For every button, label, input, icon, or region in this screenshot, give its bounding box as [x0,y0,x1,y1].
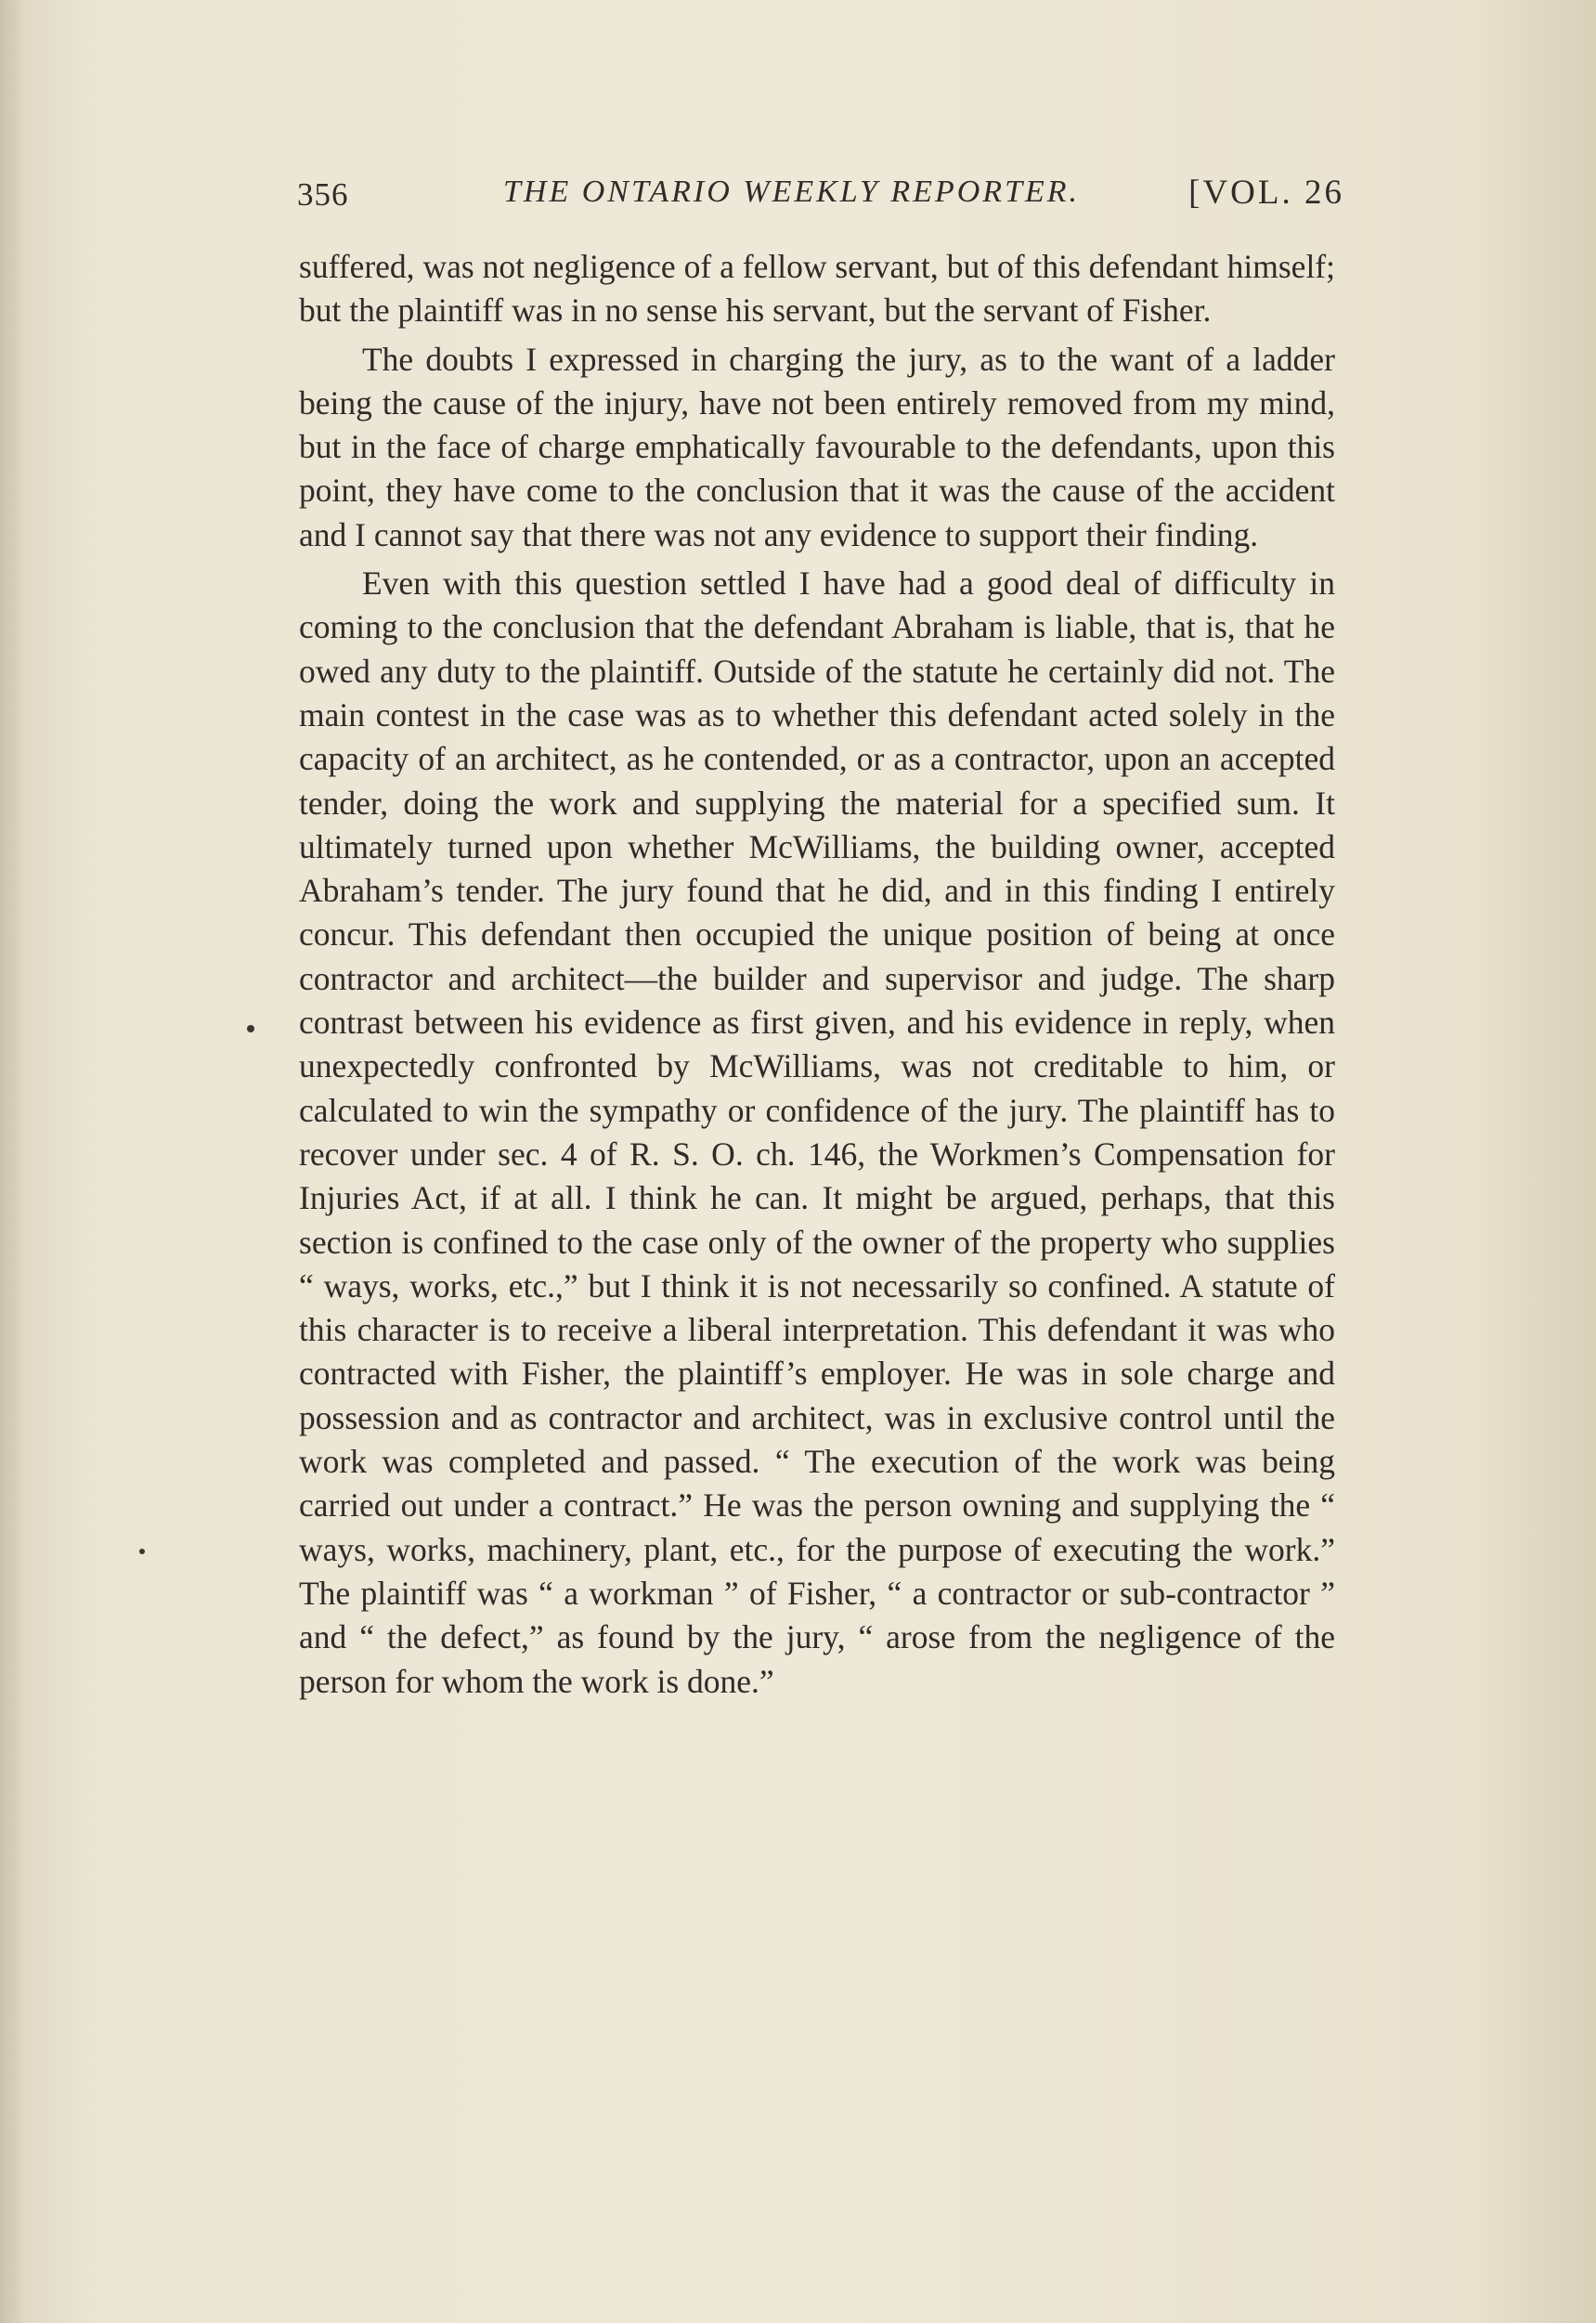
paragraph-3: Even with this question settled I have had a good deal of difficulty in coming to the conclusion that the defendant Abraham is liable, that is, that he owed any duty to the plaintiff. Outside of the statute he certainly did not. The main contest in the case was as to whether this defendant acted solely in the capacity of an architect, as he contended, or as a contractor, upon an accepted tender, doing the work and supplying the material for a specified sum. It ultimately turned upon whether McWilliams, the building owner, accepted Abraham’s tender. The jury found that he did, and in this finding I entirely concur. This defendant then occupied the unique position of being at once contractor and architect—the builder and supervisor and judge. The sharp contrast between his evidence as first given, and his evidence in reply, when unexpectedly confronted by McWilliams, was not creditable to him, or calculated to win the sympathy or confidence of the jury. The plaintiff has to recover under sec. 4 of R. S. O. ch. 146, the Workmen’s Compensation for Injuries Act, if at all. I think he can. It might be argued, perhaps, that this section is confined to the case only of the owner of the property who supplies “ ways, works, etc.,” but I think it is not necessarily so confined. A statute of this character is to receive a liberal interpretation. This defendant it was who contracted with Fisher, the plaintiff’s employer. He was in sole charge and possession and as contractor and architect, was in exclusive control until the work was completed and passed. “ The execution of the work was being carried out under a contract.” He was the person owning and supplying the “ ways, works, machinery, plant, etc., for the purpose of executing the work.” The plaintiff was “ a workman ” of Fisher, “ a contractor or sub-contractor ” and “ the defect,” as found by the jury, “ arose from the negligence of the person for whom the work is done.” [299,565,1335,1700]
journal-title: THE ONTARIO WEEKLY REPORTER. [503,175,1081,209]
volume-label: [VOL. 26 [1188,174,1344,212]
running-head [297,165,1344,221]
print-speck [139,1549,145,1554]
paragraph-1: suffered, was not negligence of a fellow servant, but of this defendant himself; but the plaintiff was in no sense his servant, but the servant of Fisher. [299,248,1335,330]
body-text [299,245,1335,1704]
print-speck [247,1025,254,1032]
paragraph-2: The doubts I expressed in charging the jury, as to the want of a ladder being the cause of the injury, have not been entirely removed from my mind, but in the face of charge emphatically favourable to the defendants, upon this point, they have come to the conclusion that it was the cause of the accident and I cannot say that there was not any evidence to support their finding. [299,340,1335,553]
page-number: 356 [297,176,349,213]
binding-shadow [0,0,26,2323]
